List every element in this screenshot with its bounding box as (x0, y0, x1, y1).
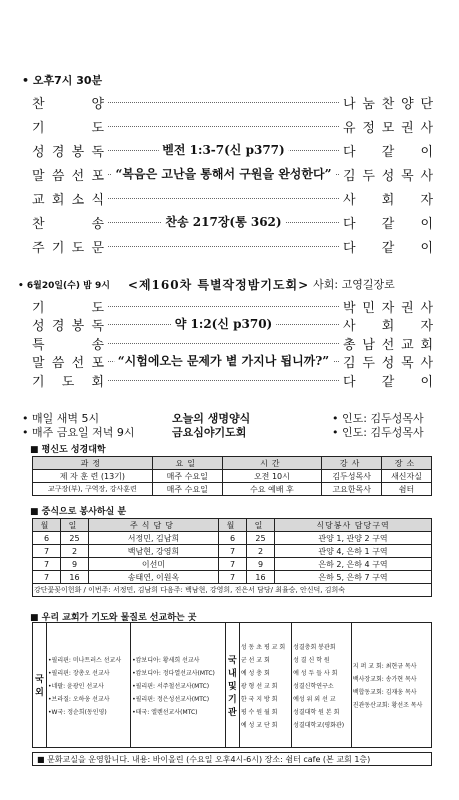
dotted-leader (108, 102, 339, 103)
list-item: 성 결 신 학 원 (293, 656, 330, 664)
program-detail: 약 1:2(신 p370) (171, 315, 276, 332)
program-detail: 벧전 1:3-7(신 p377) (158, 141, 288, 158)
meals-col-food: 주식담당 (89, 519, 219, 532)
program-row (32, 92, 433, 112)
college-col-teacher: 강사 (322, 457, 382, 470)
program-person-text: 다 같 이 (343, 144, 433, 160)
table-row (33, 532, 432, 545)
meals-table (32, 518, 432, 597)
table-cell: 16 (247, 571, 275, 584)
meals-col-month2: 월 (219, 519, 247, 532)
program-row (32, 212, 433, 232)
list-item: 평 수 원 월 회 (240, 708, 278, 716)
program-person (343, 141, 433, 160)
table-row (33, 545, 432, 558)
table-cell: 새신자실 (382, 470, 432, 483)
program-label (32, 117, 104, 136)
dotted-leader (108, 126, 339, 127)
program-label-text: 찬 양 (32, 96, 104, 112)
table-cell: 매주 수요일 (152, 483, 222, 496)
program-label-text: 찬 송 (32, 216, 104, 232)
college-col-day: 요일 (152, 457, 222, 470)
college-table (32, 456, 432, 496)
table-row (33, 483, 432, 496)
list-item: •네팔: 윤광인 선교사 (48, 682, 104, 690)
program-person-text: 사 회 자 (343, 319, 433, 334)
program-label-text: 주 기 도 문 (32, 240, 104, 256)
program-label-text: 말 씀 선 포 (32, 168, 104, 184)
notice-friday-time: • 매주 금요일 저녁 9시 (22, 426, 135, 439)
program-label-text: 기 도 회 (32, 374, 104, 390)
program-label (32, 352, 104, 371)
program-label-text: 기 도 (32, 300, 104, 316)
list-item: •필리핀: 정은성선교사(MTC) (132, 695, 210, 703)
list-item: 백사장교회: 송가현 목사 (352, 676, 417, 683)
table-cell: 7 (33, 545, 61, 558)
program-label (32, 297, 104, 316)
flower-duty: 강단꽃꽂이헌화 / 이번주: 서정민, 김남희 다음주: 백남현, 강영희, 진은서 담당/ 최율승, 안신덕, 김희숙 (33, 584, 432, 597)
notice-dawn-title: 오늘의 생명양식 (172, 412, 251, 425)
program-row (32, 352, 433, 372)
table-cell: 16 (61, 571, 89, 584)
program-person-text: 김 두 성 목 사 (343, 356, 433, 371)
program-person (343, 237, 433, 256)
dotted-leader (108, 198, 339, 199)
missions-table (32, 622, 432, 748)
missions-domestic-label: 국내 및 기관 (225, 623, 239, 748)
dotted-leader (108, 142, 339, 157)
meals-title: ■ 중식으로 봉사하실 분 (30, 507, 127, 517)
table-cell: 이선미 (89, 558, 219, 571)
missions-title: ■ 우리 교회가 기도와 물질로 선교하는 곳 (30, 613, 197, 623)
meals-col-day: 일 (61, 519, 89, 532)
list-item: 백합동교회: 김재웅 목사 (352, 689, 417, 696)
program-person (343, 165, 433, 184)
notice-dawn-time: • 매일 새벽 5시 (22, 412, 100, 425)
list-item: 예성 위 외 선 교 (293, 695, 336, 703)
list-item: 예 성 교 단 회 (240, 721, 278, 729)
program-person (343, 117, 433, 136)
list-item: •필리핀: 서주철선교사(MTC) (132, 682, 210, 690)
program-row (32, 333, 433, 353)
list-item: 성결신학연구소 (293, 682, 334, 690)
program-row (32, 315, 433, 335)
table-cell: 7 (219, 558, 247, 571)
list-item: 진관동산교회: 황선조 목사 (352, 702, 423, 709)
college-header-row (33, 457, 432, 470)
program-label (32, 237, 104, 256)
table-cell: 25 (247, 532, 275, 545)
meals-col-day2: 일 (247, 519, 275, 532)
list-item: 군 선 교 회 (240, 656, 270, 664)
notice-friday-title: 금요심야기도회 (172, 426, 247, 439)
list-item: •태국: 엘렌선교사(MTC) (132, 708, 198, 716)
program-person-text: 김 두 성 목 사 (343, 168, 433, 184)
program-person-text: 다 같 이 (343, 216, 433, 232)
program-person (343, 352, 433, 371)
table-cell: 2 (61, 545, 89, 558)
table-cell: 오전 10시 (222, 470, 322, 483)
culture-notice: ■ 문화교실을 운영합니다. 내용: 바이올린 (수요일 오후4시-6시) 장소: 쉼터 cafe (본 교회 1층) (37, 755, 371, 764)
program-row (32, 188, 433, 208)
missions-row (33, 623, 432, 748)
missions-abroad-list-1 (47, 623, 131, 748)
table-cell: 서정민, 김남희 (89, 532, 219, 545)
program-label (32, 189, 104, 208)
table-cell: 교구장(부), 구역장, 강사훈련 (33, 483, 153, 496)
list-item: •캄보디아: 정다열선교사(MTC) (132, 669, 215, 677)
table-cell: 7 (33, 558, 61, 571)
dotted-leader (108, 306, 339, 307)
flower-row (33, 584, 432, 597)
program-label (32, 315, 104, 334)
program-detail: “시험에오는 문제가 볕 가지나 됩니까?” (114, 352, 333, 369)
list-item: •필리핀: 장총오 선교사 (48, 669, 110, 677)
college-col-time: 시간 (222, 457, 322, 470)
program-person-text: 다 같 이 (343, 374, 433, 390)
dotted-leader (108, 343, 339, 344)
program-label (32, 334, 104, 353)
program-label (32, 213, 104, 232)
table-row (33, 571, 432, 584)
notice-dawn-leader: • 인도: 김두성목사 (332, 412, 424, 425)
table-cell: 백남현, 강영희 (89, 545, 219, 558)
table-row (33, 470, 432, 483)
program-person (343, 189, 433, 208)
special-date: • 6월20일(수) 밤 9시 (18, 280, 110, 291)
meals-col-month: 월 (33, 519, 61, 532)
program-label-text: 특 송 (32, 337, 104, 353)
program-person-text: 나 눔 찬 양 단 (343, 96, 433, 112)
program-row (32, 164, 433, 184)
table-cell: 9 (247, 558, 275, 571)
missions-domestic-list-1 (239, 623, 291, 748)
list-item: 성 동 초 평 교 회 (240, 643, 286, 651)
missions-abroad-label: 국외 (33, 623, 47, 748)
evening-service-title: • 오후7시 30분 (22, 74, 103, 87)
list-item: 성결충회 봉관회 (293, 643, 336, 651)
list-item: •W국: 정순희(동인영) (48, 708, 107, 716)
program-label-text: 성 경 봉 독 (32, 144, 104, 160)
program-person-text: 유 정 모 권 사 (343, 120, 433, 136)
special-host: 사회: 고영길장로 (313, 278, 395, 291)
program-person (343, 213, 433, 232)
program-person (343, 371, 433, 390)
program-label (32, 141, 104, 160)
table-cell: 은하 5, 은하 7 구역 (275, 571, 432, 584)
college-col-course: 과정 (33, 457, 153, 470)
table-cell: 7 (219, 545, 247, 558)
table-cell: 매주 수요일 (152, 470, 222, 483)
dotted-leader (108, 317, 339, 331)
college-title: ■ 평신도 성경대학 (30, 445, 106, 455)
program-person (343, 297, 433, 316)
table-cell: 제 자 훈 련 (13기) (33, 470, 153, 483)
table-cell: 25 (61, 532, 89, 545)
table-cell: 은하 2, 은하 4 구역 (275, 558, 432, 571)
missions-abroad-list-2 (131, 623, 226, 748)
table-cell: 9 (61, 558, 89, 571)
dotted-leader (108, 166, 339, 181)
program-row (32, 370, 433, 390)
table-cell: 쉼터 (382, 483, 432, 496)
program-person (343, 334, 433, 353)
missions-domestic-list-2 (292, 623, 352, 748)
program-row (32, 140, 433, 160)
table-cell: 관양 1, 관양 2 구역 (275, 532, 432, 545)
program-row (32, 296, 433, 316)
table-cell: 고요한목사 (322, 483, 382, 496)
program-row (32, 116, 433, 136)
program-label-text: 말 씀 선 포 (32, 356, 104, 371)
table-cell: 7 (33, 571, 61, 584)
list-item: •브라질: 오하웅 선교사 (48, 695, 110, 703)
table-cell: 6 (33, 532, 61, 545)
list-item: 성결대학 원 본 회 (293, 708, 340, 716)
table-cell: 수요 예배 후 (222, 483, 322, 496)
table-cell: 2 (247, 545, 275, 558)
notice-friday-leader: • 인도: 김두성목사 (332, 426, 424, 439)
table-row (33, 558, 432, 571)
list-item: 예 성 충 회 (240, 669, 270, 677)
notice-friday (22, 424, 439, 440)
dotted-leader (108, 354, 339, 368)
table-cell: 송태연, 이원옥 (89, 571, 219, 584)
program-label (32, 371, 104, 390)
program-detail: “복음은 고난을 통해서 구원을 완성한다” (112, 165, 336, 182)
program-label-text: 기 도 (32, 120, 104, 136)
list-item: 예 성 두 들 사 회 (293, 669, 338, 677)
table-cell: 김두성목사 (322, 470, 382, 483)
list-item: 한 국 지 방 회 (240, 695, 278, 703)
program-person-text: 사 회 자 (343, 192, 433, 208)
special-prayer-header (18, 276, 439, 292)
culture-notice-box (32, 752, 432, 766)
missions-churches-list (351, 623, 431, 748)
table-cell: 관양 4, 은하 1 구역 (275, 545, 432, 558)
college-col-place: 장소 (382, 457, 432, 470)
program-person-text: 박 민 자 권 사 (343, 300, 433, 316)
table-cell: 7 (219, 571, 247, 584)
program-person-text: 다 같 이 (343, 240, 433, 256)
program-detail: 찬송 217장(통 362) (161, 213, 285, 230)
dotted-leader (108, 246, 339, 247)
list-item: 광 형 선 교 회 (240, 682, 278, 690)
special-title: <제160차 특별작정밤기도회> (127, 277, 310, 292)
dotted-leader (108, 380, 339, 381)
program-label-text: 교 회 소 식 (32, 192, 104, 208)
list-item: •캄보디아: 황세희 선교사 (132, 656, 200, 664)
program-person (343, 93, 433, 112)
list-item: 지 퍼 교 회: 최현규 목사 (352, 663, 417, 670)
meals-header-row (33, 519, 432, 532)
meals-col-area: 식당봉사 담당구역 (275, 519, 432, 532)
program-person (343, 315, 433, 334)
program-label-text: 성 경 봉 독 (32, 319, 104, 334)
program-label (32, 165, 104, 184)
program-person-text: 총 남 선 교 회 (343, 337, 433, 353)
list-item: 성결대학교(평화관) (293, 721, 345, 729)
program-row (32, 236, 433, 256)
table-cell: 6 (219, 532, 247, 545)
dotted-leader (108, 214, 339, 229)
program-label (32, 93, 104, 112)
list-item: •필리핀: 미나트러스 선교사 (48, 656, 122, 664)
